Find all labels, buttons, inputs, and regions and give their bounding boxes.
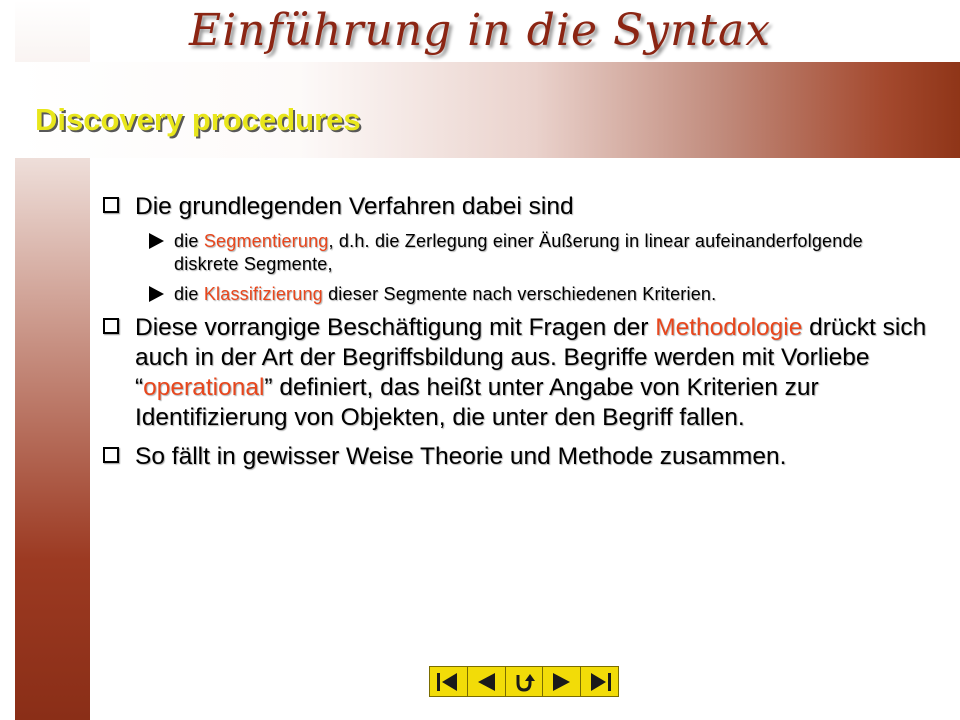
square-bullet-icon [103, 447, 119, 463]
arrow-bullet-icon [149, 286, 164, 302]
return-icon [511, 671, 537, 693]
square-bullet-icon [103, 318, 119, 334]
last-slide-button[interactable] [581, 667, 618, 696]
previous-slide-icon [473, 671, 499, 693]
return-button[interactable] [506, 667, 544, 696]
sub-bullet-1 [147, 230, 928, 276]
sub-bullet-1-pre: die [174, 231, 204, 251]
sub-bullet-2-post: dieser Segmente nach verschiedenen Kriterien. [322, 284, 717, 304]
sub-bullet-2-pre: die [174, 284, 204, 304]
term-segmentierung: Segmentierung [203, 231, 329, 251]
term-methodologie: Methodologie [655, 314, 803, 341]
next-slide-button[interactable] [543, 667, 581, 696]
bullet-2-mid: drückt sich auch in der Art der Begriffsbildung aus. Begriffe werden mit Vorliebe “ [135, 314, 927, 401]
bullet-2 [103, 313, 928, 433]
bullet-2-post: ” definiert, das heißt unter Angabe von Kriterien zur Identifizierung von Objekten, die unter den Begriff fallen. [135, 374, 819, 431]
term-operational: operational [143, 374, 265, 401]
next-slide-icon [549, 671, 575, 693]
sub-bullet-2 [147, 283, 928, 306]
bullet-2-pre: Diese vorrangige Beschäftigung mit Fragen der [135, 314, 656, 341]
previous-slide-button[interactable] [468, 667, 506, 696]
bullet-1-text: Die grundlegenden Verfahren dabei sind [135, 193, 574, 220]
header-title: Einführung in die Syntax [188, 5, 772, 56]
bullet-3 [103, 442, 928, 472]
sub-bullet-1-post: , d.h. die Zerlegung einer Äußerung in linear aufeinanderfolgende diskrete Segmente, [174, 231, 863, 274]
slide-navigation-bar [429, 666, 619, 697]
slide-title: Discovery procedures [35, 102, 361, 137]
arrow-bullet-icon [149, 233, 164, 249]
first-slide-icon [435, 671, 461, 693]
slide-content [103, 192, 928, 472]
bullet-1 [103, 192, 928, 222]
first-slide-button[interactable] [430, 667, 468, 696]
bullet-3-text: So fällt in gewisser Weise Theorie und Methode zusammen. [135, 443, 787, 470]
term-klassifizierung: Klassifizierung [203, 284, 323, 304]
square-bullet-icon [103, 197, 119, 213]
last-slide-icon [587, 671, 613, 693]
